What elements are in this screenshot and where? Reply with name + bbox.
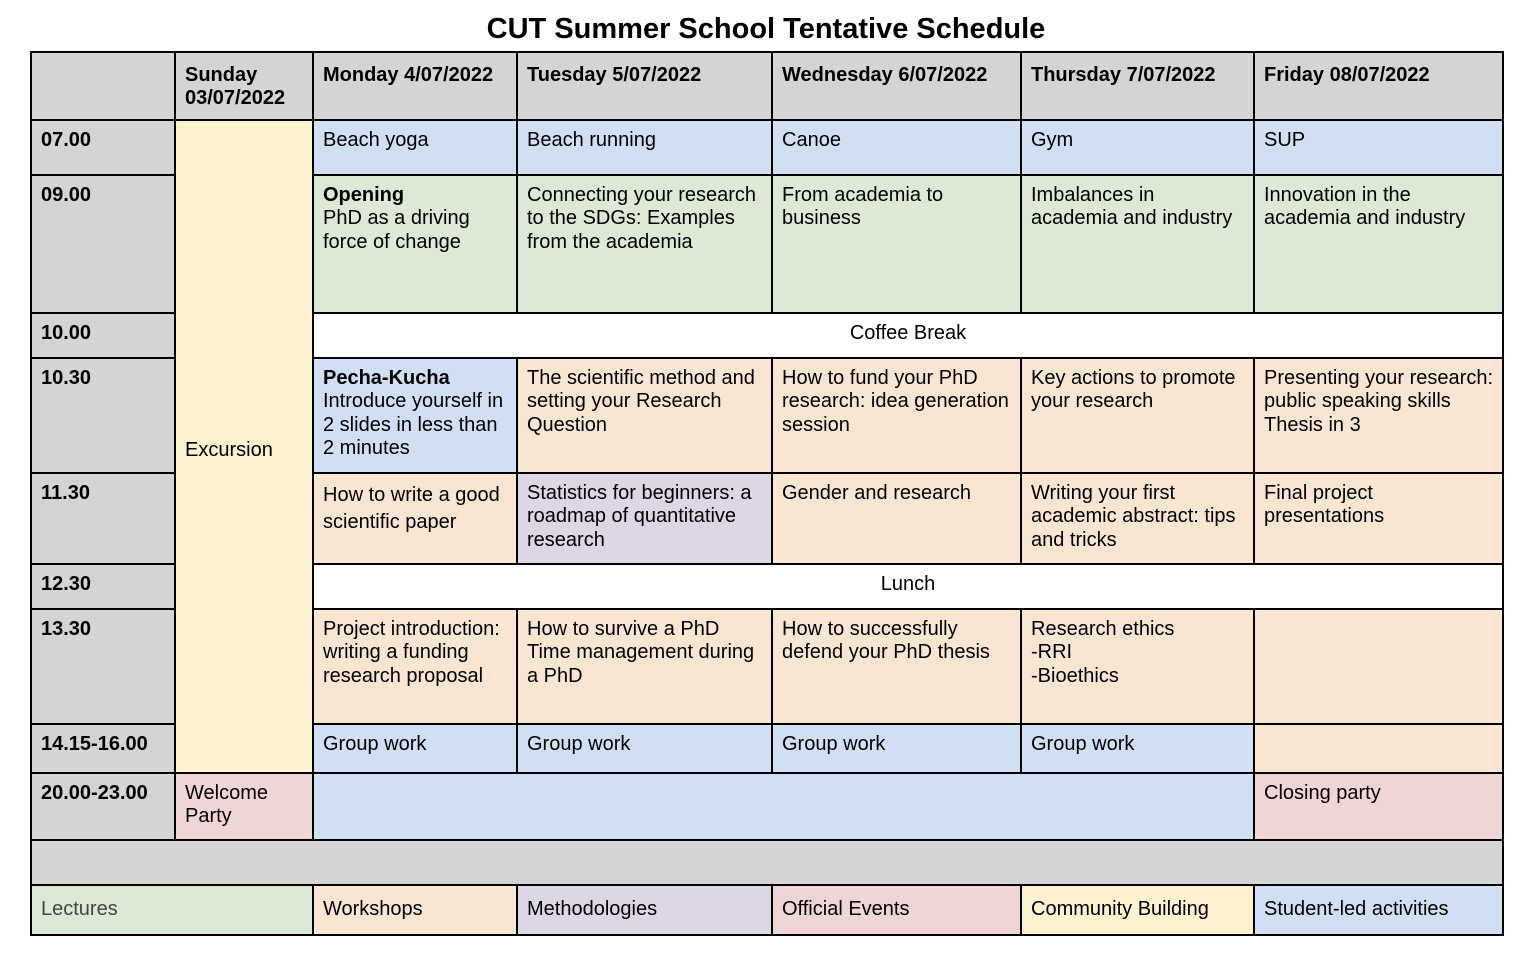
tuesday-0900-cell: Connecting your research to the SDGs: Examples from the academia [517,175,772,313]
page-title: CUT Summer School Tentative Schedule [486,13,1046,45]
legend-official-events: Official Events [772,885,1021,935]
monday-1130-cell: How to write a good scientific paper [313,473,517,564]
sunday-excursion-cell: Excursion [175,120,313,773]
legend-row [31,885,1503,935]
session-text: -Bioethics [1031,664,1119,687]
tuesday-1415-cell: Group work [517,724,772,773]
time-label: 13.30 [31,609,175,724]
sunday-welcome-party-cell: Welcome Party [175,773,313,840]
friday-1415-cell [1254,724,1503,773]
session-text: PhD as a driving force of change [323,207,470,253]
monday-1415-cell: Group work [313,724,517,773]
monday-1030-cell [313,358,517,473]
row-2000 [31,773,1503,840]
session-text: Research ethics [1031,618,1175,640]
friday-0700-cell: SUP [1254,120,1503,175]
session-text: Introduce yourself in 2 slides in less than 2 minutes [323,390,504,460]
session-title: Pecha-Kucha [323,367,450,389]
legend-student-led: Student-led activities [1254,885,1503,935]
thursday-1415-cell: Group work [1021,724,1254,773]
thursday-1130-cell: Writing your first academic abstract: tips and tricks [1021,473,1254,564]
coffee-break-cell: Coffee Break [313,313,1503,358]
time-label: 10.00 [31,313,175,358]
evening-student-led-cell [313,773,1254,840]
time-label: 14.15-16.00 [31,724,175,773]
time-label: 07.00 [31,120,175,175]
session-title: Opening [323,184,405,206]
tuesday-1330-cell [517,609,772,724]
header-thursday: Thursday 7/07/2022 [1021,52,1254,120]
header-wednesday: Wednesday 6/07/2022 [772,52,1021,120]
monday-0900-cell [313,175,517,313]
session-text: How to survive a PhD [527,618,720,640]
friday-1330-cell [1254,609,1503,724]
thursday-1030-cell: Key actions to promote your research [1021,358,1254,473]
legend-methodologies: Methodologies [517,885,772,935]
legend-workshops: Workshops [313,885,517,935]
header-row [31,52,1503,120]
spacer-row [31,840,1503,885]
tuesday-1030-cell: The scientific method and setting your Research Question [517,358,772,473]
wednesday-1030-cell: How to fund your PhD research: idea generation session [772,358,1021,473]
header-monday: Monday 4/07/2022 [313,52,517,120]
wednesday-1130-cell: Gender and research [772,473,1021,564]
schedule-table [30,51,1504,936]
wednesday-1415-cell: Group work [772,724,1021,773]
wednesday-1330-cell: How to successfully defend your PhD thesis [772,609,1021,724]
header-sunday: Sunday 03/07/2022 [175,52,313,120]
thursday-0700-cell: Gym [1021,120,1254,175]
friday-1130-cell: Final project presentations [1254,473,1503,564]
header-tuesday: Tuesday 5/07/2022 [517,52,772,120]
header-corner [31,52,175,120]
friday-0900-cell: Innovation in the academia and industry [1254,175,1503,313]
wednesday-0700-cell: Canoe [772,120,1021,175]
wednesday-0900-cell: From academia to business [772,175,1021,313]
session-text: Time management during a PhD [527,641,755,687]
friday-closing-party-cell: Closing party [1254,773,1503,840]
monday-0700-cell: Beach yoga [313,120,517,175]
legend-lectures: Lectures [31,885,313,935]
monday-1330-cell: Project introduction: writing a funding research proposal [313,609,517,724]
legend-community-building: Community Building [1021,885,1254,935]
time-label: 11.30 [31,473,175,564]
lunch-cell: Lunch [313,564,1503,609]
time-label: 09.00 [31,175,175,313]
spacer-cell [31,840,1503,885]
time-label: 20.00-23.00 [31,773,175,840]
time-label: 12.30 [31,564,175,609]
thursday-1330-cell [1021,609,1254,724]
friday-1030-cell: Presenting your research: public speaking skills Thesis in 3 [1254,358,1503,473]
time-label: 10.30 [31,358,175,473]
session-text: -RRI [1031,641,1073,664]
thursday-0900-cell: Imbalances in academia and industry [1021,175,1254,313]
header-friday: Friday 08/07/2022 [1254,52,1503,120]
row-0700 [31,120,1503,175]
tuesday-0700-cell: Beach running [517,120,772,175]
tuesday-1130-cell: Statistics for beginners: a roadmap of quantitative research [517,473,772,564]
